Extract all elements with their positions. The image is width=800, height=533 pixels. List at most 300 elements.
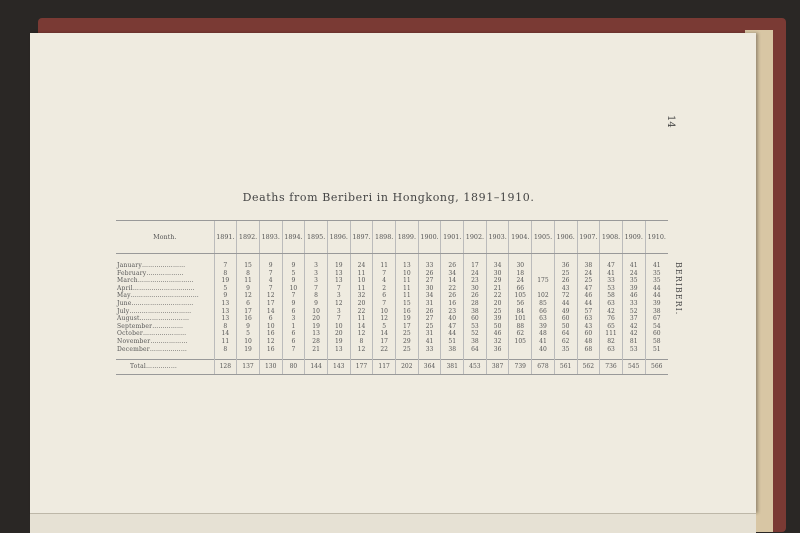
death-count: 9 (237, 323, 260, 331)
death-count: 2 (373, 285, 396, 293)
month-name: September…………… (117, 322, 184, 330)
death-count: 4 (259, 277, 282, 285)
death-count: 14 (214, 330, 237, 338)
year-header: 1901. (441, 221, 464, 254)
total-count: 562 (577, 360, 600, 375)
death-count: 10 (373, 308, 396, 316)
death-count: 16 (396, 308, 419, 316)
death-count: 19 (327, 254, 350, 270)
death-count: 60 (577, 330, 600, 338)
death-count: 13 (214, 315, 237, 323)
death-count: 44 (645, 285, 668, 293)
total-count: 117 (373, 360, 396, 375)
death-count: 51 (645, 346, 668, 354)
death-count: 7 (259, 285, 282, 293)
death-count: 3 (305, 270, 328, 278)
total-count: 80 (282, 360, 305, 375)
year-header: 1909. (622, 221, 645, 254)
page-number: 14 (665, 115, 676, 128)
death-count: 7 (282, 346, 305, 354)
death-count: 46 (622, 292, 645, 300)
death-count: 19 (237, 346, 260, 354)
death-count: 53 (600, 285, 623, 293)
death-count: 38 (464, 308, 487, 316)
year-header: 1905. (532, 221, 555, 254)
death-count: 33 (622, 300, 645, 308)
year-header: 1899. (396, 221, 419, 254)
death-count: 36 (554, 254, 577, 270)
total-count: 561 (554, 360, 577, 375)
month-name: January………………… (117, 262, 186, 269)
death-count: 27 (418, 277, 441, 285)
death-count: 35 (554, 346, 577, 354)
month-row (116, 300, 668, 308)
death-count: 8 (350, 338, 373, 346)
death-count: 66 (509, 285, 532, 293)
death-count: 25 (418, 323, 441, 331)
death-count: 20 (305, 315, 328, 323)
death-count: 63 (577, 315, 600, 323)
death-count: 81 (622, 338, 645, 346)
death-count: 12 (327, 300, 350, 308)
death-count: 43 (577, 323, 600, 331)
death-count: 11 (350, 270, 373, 278)
death-count: 7 (305, 285, 328, 293)
death-count: 26 (441, 292, 464, 300)
death-count: 12 (350, 330, 373, 338)
death-count: 5 (282, 270, 305, 278)
death-count: 111 (600, 330, 623, 338)
death-count: 30 (418, 285, 441, 293)
death-count: 42 (600, 308, 623, 316)
death-count: 31 (418, 300, 441, 308)
death-count: 42 (622, 330, 645, 338)
death-count: 60 (554, 315, 577, 323)
table-body (116, 254, 668, 375)
header-row (116, 221, 668, 254)
death-count: 10 (350, 277, 373, 285)
death-count: 44 (441, 330, 464, 338)
total-count: 739 (509, 360, 532, 375)
year-header: 1900. (418, 221, 441, 254)
death-count: 42 (622, 323, 645, 331)
death-count: 12 (373, 315, 396, 323)
month-name: June………………………… (117, 299, 194, 307)
death-count: 25 (554, 270, 577, 278)
death-count: 44 (577, 300, 600, 308)
death-count: 35 (645, 277, 668, 285)
death-count: 30 (486, 270, 509, 278)
death-count: 6 (282, 330, 305, 338)
death-count: 22 (441, 285, 464, 293)
death-count: 11 (396, 285, 419, 293)
year-header: 1892. (237, 221, 260, 254)
month-row (116, 346, 668, 354)
death-count: 29 (396, 338, 419, 346)
death-count: 1 (282, 323, 305, 331)
death-count: 7 (259, 270, 282, 278)
death-count: 35 (622, 277, 645, 285)
death-count: 10 (259, 323, 282, 331)
death-count: 39 (486, 315, 509, 323)
death-count: 32 (486, 338, 509, 346)
death-count: 84 (509, 308, 532, 316)
death-count: 7 (327, 315, 350, 323)
month-name: May…………………………… (117, 292, 199, 300)
death-count: 3 (305, 277, 328, 285)
death-count: 7 (373, 270, 396, 278)
death-count: 39 (622, 285, 645, 293)
death-count: 13 (396, 254, 419, 270)
death-count: 58 (645, 338, 668, 346)
death-count: 24 (464, 270, 487, 278)
death-count: 27 (418, 315, 441, 323)
death-count: 22 (486, 292, 509, 300)
death-count: 8 (237, 270, 260, 278)
death-count: 41 (600, 270, 623, 278)
death-count: 44 (554, 300, 577, 308)
death-count: 6 (282, 308, 305, 316)
death-count: 29 (486, 277, 509, 285)
death-count: 33 (600, 277, 623, 285)
year-header: 1898. (373, 221, 396, 254)
death-count: 9 (282, 300, 305, 308)
death-count: 8 (214, 346, 237, 354)
death-count: 64 (464, 346, 487, 354)
death-count: 66 (532, 308, 555, 316)
death-count: 9 (305, 300, 328, 308)
death-count: 5 (373, 323, 396, 331)
death-count: 26 (554, 277, 577, 285)
year-header: 1896. (327, 221, 350, 254)
month-name: August…………………… (117, 315, 190, 323)
month-name: March……………………… (117, 277, 194, 285)
death-count: 34 (418, 292, 441, 300)
death-count: 36 (486, 346, 509, 354)
death-count: 41 (645, 254, 668, 270)
death-count: 28 (464, 300, 487, 308)
year-header: 1897. (350, 221, 373, 254)
death-count: 6 (237, 300, 260, 308)
death-count: 76 (600, 315, 623, 323)
death-count (532, 270, 555, 278)
death-count: 6 (373, 292, 396, 300)
month-row (116, 292, 668, 300)
death-count: 9 (237, 285, 260, 293)
death-count: 39 (532, 323, 555, 331)
death-count: 20 (350, 300, 373, 308)
year-header: 1893. (259, 221, 282, 254)
death-count: 17 (259, 300, 282, 308)
month-row (116, 315, 668, 323)
death-count: 9 (282, 277, 305, 285)
death-count: 40 (441, 315, 464, 323)
death-count: 14 (259, 308, 282, 316)
death-count: 10 (396, 270, 419, 278)
death-count: 52 (464, 330, 487, 338)
death-count: 8 (305, 292, 328, 300)
death-count (532, 254, 555, 270)
death-count: 18 (509, 270, 532, 278)
death-count: 10 (282, 285, 305, 293)
death-count: 21 (305, 346, 328, 354)
death-count: 105 (509, 338, 532, 346)
death-count: 26 (464, 292, 487, 300)
year-header: 1910. (645, 221, 668, 254)
month-row (116, 285, 668, 293)
table-title: Deaths from Beriberi in Hongkong, 1891–1910. (242, 191, 535, 204)
death-count: 25 (396, 330, 419, 338)
total-count: 545 (622, 360, 645, 375)
death-count: 62 (509, 330, 532, 338)
death-count: 26 (418, 270, 441, 278)
death-count: 175 (532, 277, 555, 285)
death-count: 72 (554, 292, 577, 300)
death-count: 7 (282, 292, 305, 300)
death-count: 47 (577, 285, 600, 293)
death-count: 14 (441, 277, 464, 285)
death-count: 6 (282, 338, 305, 346)
death-count: 54 (645, 323, 668, 331)
death-count: 19 (396, 315, 419, 323)
death-count: 51 (441, 338, 464, 346)
death-count: 11 (214, 338, 237, 346)
death-count: 63 (600, 346, 623, 354)
death-count: 38 (464, 338, 487, 346)
death-count: 41 (418, 338, 441, 346)
death-count: 63 (532, 315, 555, 323)
death-count: 3 (282, 315, 305, 323)
death-count: 19 (214, 277, 237, 285)
death-count: 46 (577, 292, 600, 300)
death-count: 25 (396, 346, 419, 354)
death-count: 3 (327, 308, 350, 316)
death-count: 33 (418, 346, 441, 354)
death-count: 68 (577, 346, 600, 354)
death-count: 12 (259, 292, 282, 300)
death-count: 37 (622, 315, 645, 323)
death-count: 53 (464, 323, 487, 331)
death-count: 52 (622, 308, 645, 316)
death-count: 48 (532, 330, 555, 338)
death-count: 20 (327, 330, 350, 338)
death-count: 23 (441, 308, 464, 316)
death-count: 24 (509, 277, 532, 285)
death-count: 39 (645, 300, 668, 308)
death-count: 3 (305, 254, 328, 270)
death-count: 38 (577, 254, 600, 270)
death-count: 49 (554, 308, 577, 316)
death-count (509, 346, 532, 354)
death-count: 12 (237, 292, 260, 300)
running-head: BERIBERI. (674, 262, 683, 316)
death-count: 12 (259, 338, 282, 346)
month-name: October………………… (117, 330, 187, 338)
death-count: 21 (486, 285, 509, 293)
death-count: 10 (327, 323, 350, 331)
death-count: 85 (532, 300, 555, 308)
total-count: 202 (396, 360, 419, 375)
death-count: 58 (600, 292, 623, 300)
death-count: 15 (237, 254, 260, 270)
total-count: 364 (418, 360, 441, 375)
month-header: Month. (116, 221, 214, 254)
death-count: 102 (532, 292, 555, 300)
death-count: 28 (305, 338, 328, 346)
death-count: 24 (622, 270, 645, 278)
death-count: 41 (622, 254, 645, 270)
month-name: December……………… (117, 345, 188, 353)
death-count: 60 (464, 315, 487, 323)
death-count: 14 (350, 323, 373, 331)
death-count: 16 (441, 300, 464, 308)
month-name: April………………………… (117, 284, 195, 292)
death-count: 50 (554, 323, 577, 331)
death-count: 30 (509, 254, 532, 270)
death-count: 13 (327, 277, 350, 285)
death-count: 13 (305, 330, 328, 338)
death-count: 65 (600, 323, 623, 331)
death-count: 16 (237, 315, 260, 323)
total-count: 128 (214, 360, 237, 375)
total-count: 678 (532, 360, 555, 375)
death-count: 5 (237, 330, 260, 338)
death-count: 11 (350, 285, 373, 293)
death-count: 10 (237, 338, 260, 346)
month-row (116, 270, 668, 278)
death-count: 22 (350, 308, 373, 316)
death-count: 5 (214, 285, 237, 293)
death-count: 23 (464, 277, 487, 285)
death-count: 19 (327, 338, 350, 346)
death-count: 7 (327, 285, 350, 293)
death-count: 9 (282, 254, 305, 270)
death-count: 7 (373, 300, 396, 308)
death-count: 60 (645, 330, 668, 338)
death-count: 41 (532, 338, 555, 346)
total-count: 566 (645, 360, 668, 375)
death-count: 4 (373, 277, 396, 285)
death-count: 48 (577, 338, 600, 346)
death-count: 44 (645, 292, 668, 300)
death-count: 24 (577, 270, 600, 278)
month-name: November……………… (117, 337, 188, 345)
death-count: 11 (237, 277, 260, 285)
month-row (116, 323, 668, 331)
total-count: 130 (259, 360, 282, 375)
death-count: 22 (373, 346, 396, 354)
deaths-table (116, 220, 668, 375)
month-row (116, 254, 668, 270)
year-header: 1894. (282, 221, 305, 254)
death-count: 17 (373, 338, 396, 346)
death-count: 47 (600, 254, 623, 270)
month-row (116, 277, 668, 285)
death-count: 8 (214, 270, 237, 278)
total-label: Total…………… (116, 360, 214, 375)
year-header: 1906. (554, 221, 577, 254)
death-count: 30 (464, 285, 487, 293)
death-count: 35 (645, 270, 668, 278)
death-count: 38 (441, 346, 464, 354)
death-count: 19 (305, 323, 328, 331)
month-row (116, 338, 668, 346)
death-count: 43 (554, 285, 577, 293)
year-header: 1904. (509, 221, 532, 254)
death-count: 9 (214, 292, 237, 300)
death-count: 17 (464, 254, 487, 270)
death-count: 53 (622, 346, 645, 354)
death-count: 38 (645, 308, 668, 316)
death-count: 33 (418, 254, 441, 270)
death-count: 17 (237, 308, 260, 316)
month-row (116, 308, 668, 316)
year-header: 1907. (577, 221, 600, 254)
death-count: 9 (259, 254, 282, 270)
death-count: 25 (577, 277, 600, 285)
death-count: 26 (418, 308, 441, 316)
total-count: 144 (305, 360, 328, 375)
death-count: 13 (327, 270, 350, 278)
month-name: July………………………… (117, 307, 192, 315)
total-count: 736 (600, 360, 623, 375)
year-header: 1902. (464, 221, 487, 254)
death-count: 15 (396, 300, 419, 308)
death-count: 11 (350, 315, 373, 323)
death-count: 12 (350, 346, 373, 354)
death-count: 57 (577, 308, 600, 316)
death-count: 11 (396, 292, 419, 300)
death-count: 101 (509, 315, 532, 323)
death-count: 34 (441, 270, 464, 278)
death-count: 67 (645, 315, 668, 323)
death-count: 82 (600, 338, 623, 346)
death-count: 56 (509, 300, 532, 308)
death-count: 16 (259, 330, 282, 338)
year-header: 1908. (600, 221, 623, 254)
death-count: 62 (554, 338, 577, 346)
death-count: 64 (554, 330, 577, 338)
death-count: 46 (486, 330, 509, 338)
total-count: 137 (237, 360, 260, 375)
death-count: 14 (373, 330, 396, 338)
death-count: 8 (214, 323, 237, 331)
total-count: 143 (327, 360, 350, 375)
death-count: 20 (486, 300, 509, 308)
death-count: 88 (509, 323, 532, 331)
total-count: 381 (441, 360, 464, 375)
month-name: February……………… (117, 269, 184, 277)
total-count: 453 (464, 360, 487, 375)
death-count: 34 (486, 254, 509, 270)
death-count: 10 (305, 308, 328, 316)
death-count: 11 (396, 277, 419, 285)
death-count: 11 (373, 254, 396, 270)
death-count: 50 (486, 323, 509, 331)
death-count: 24 (350, 254, 373, 270)
death-count: 32 (350, 292, 373, 300)
death-count: 16 (259, 346, 282, 354)
year-header: 1895. (305, 221, 328, 254)
death-count: 17 (396, 323, 419, 331)
death-count: 25 (486, 308, 509, 316)
total-count: 177 (350, 360, 373, 375)
year-header: 1891. (214, 221, 237, 254)
death-count: 105 (509, 292, 532, 300)
death-count: 26 (441, 254, 464, 270)
death-count: 40 (532, 346, 555, 354)
year-header: 1903. (486, 221, 509, 254)
